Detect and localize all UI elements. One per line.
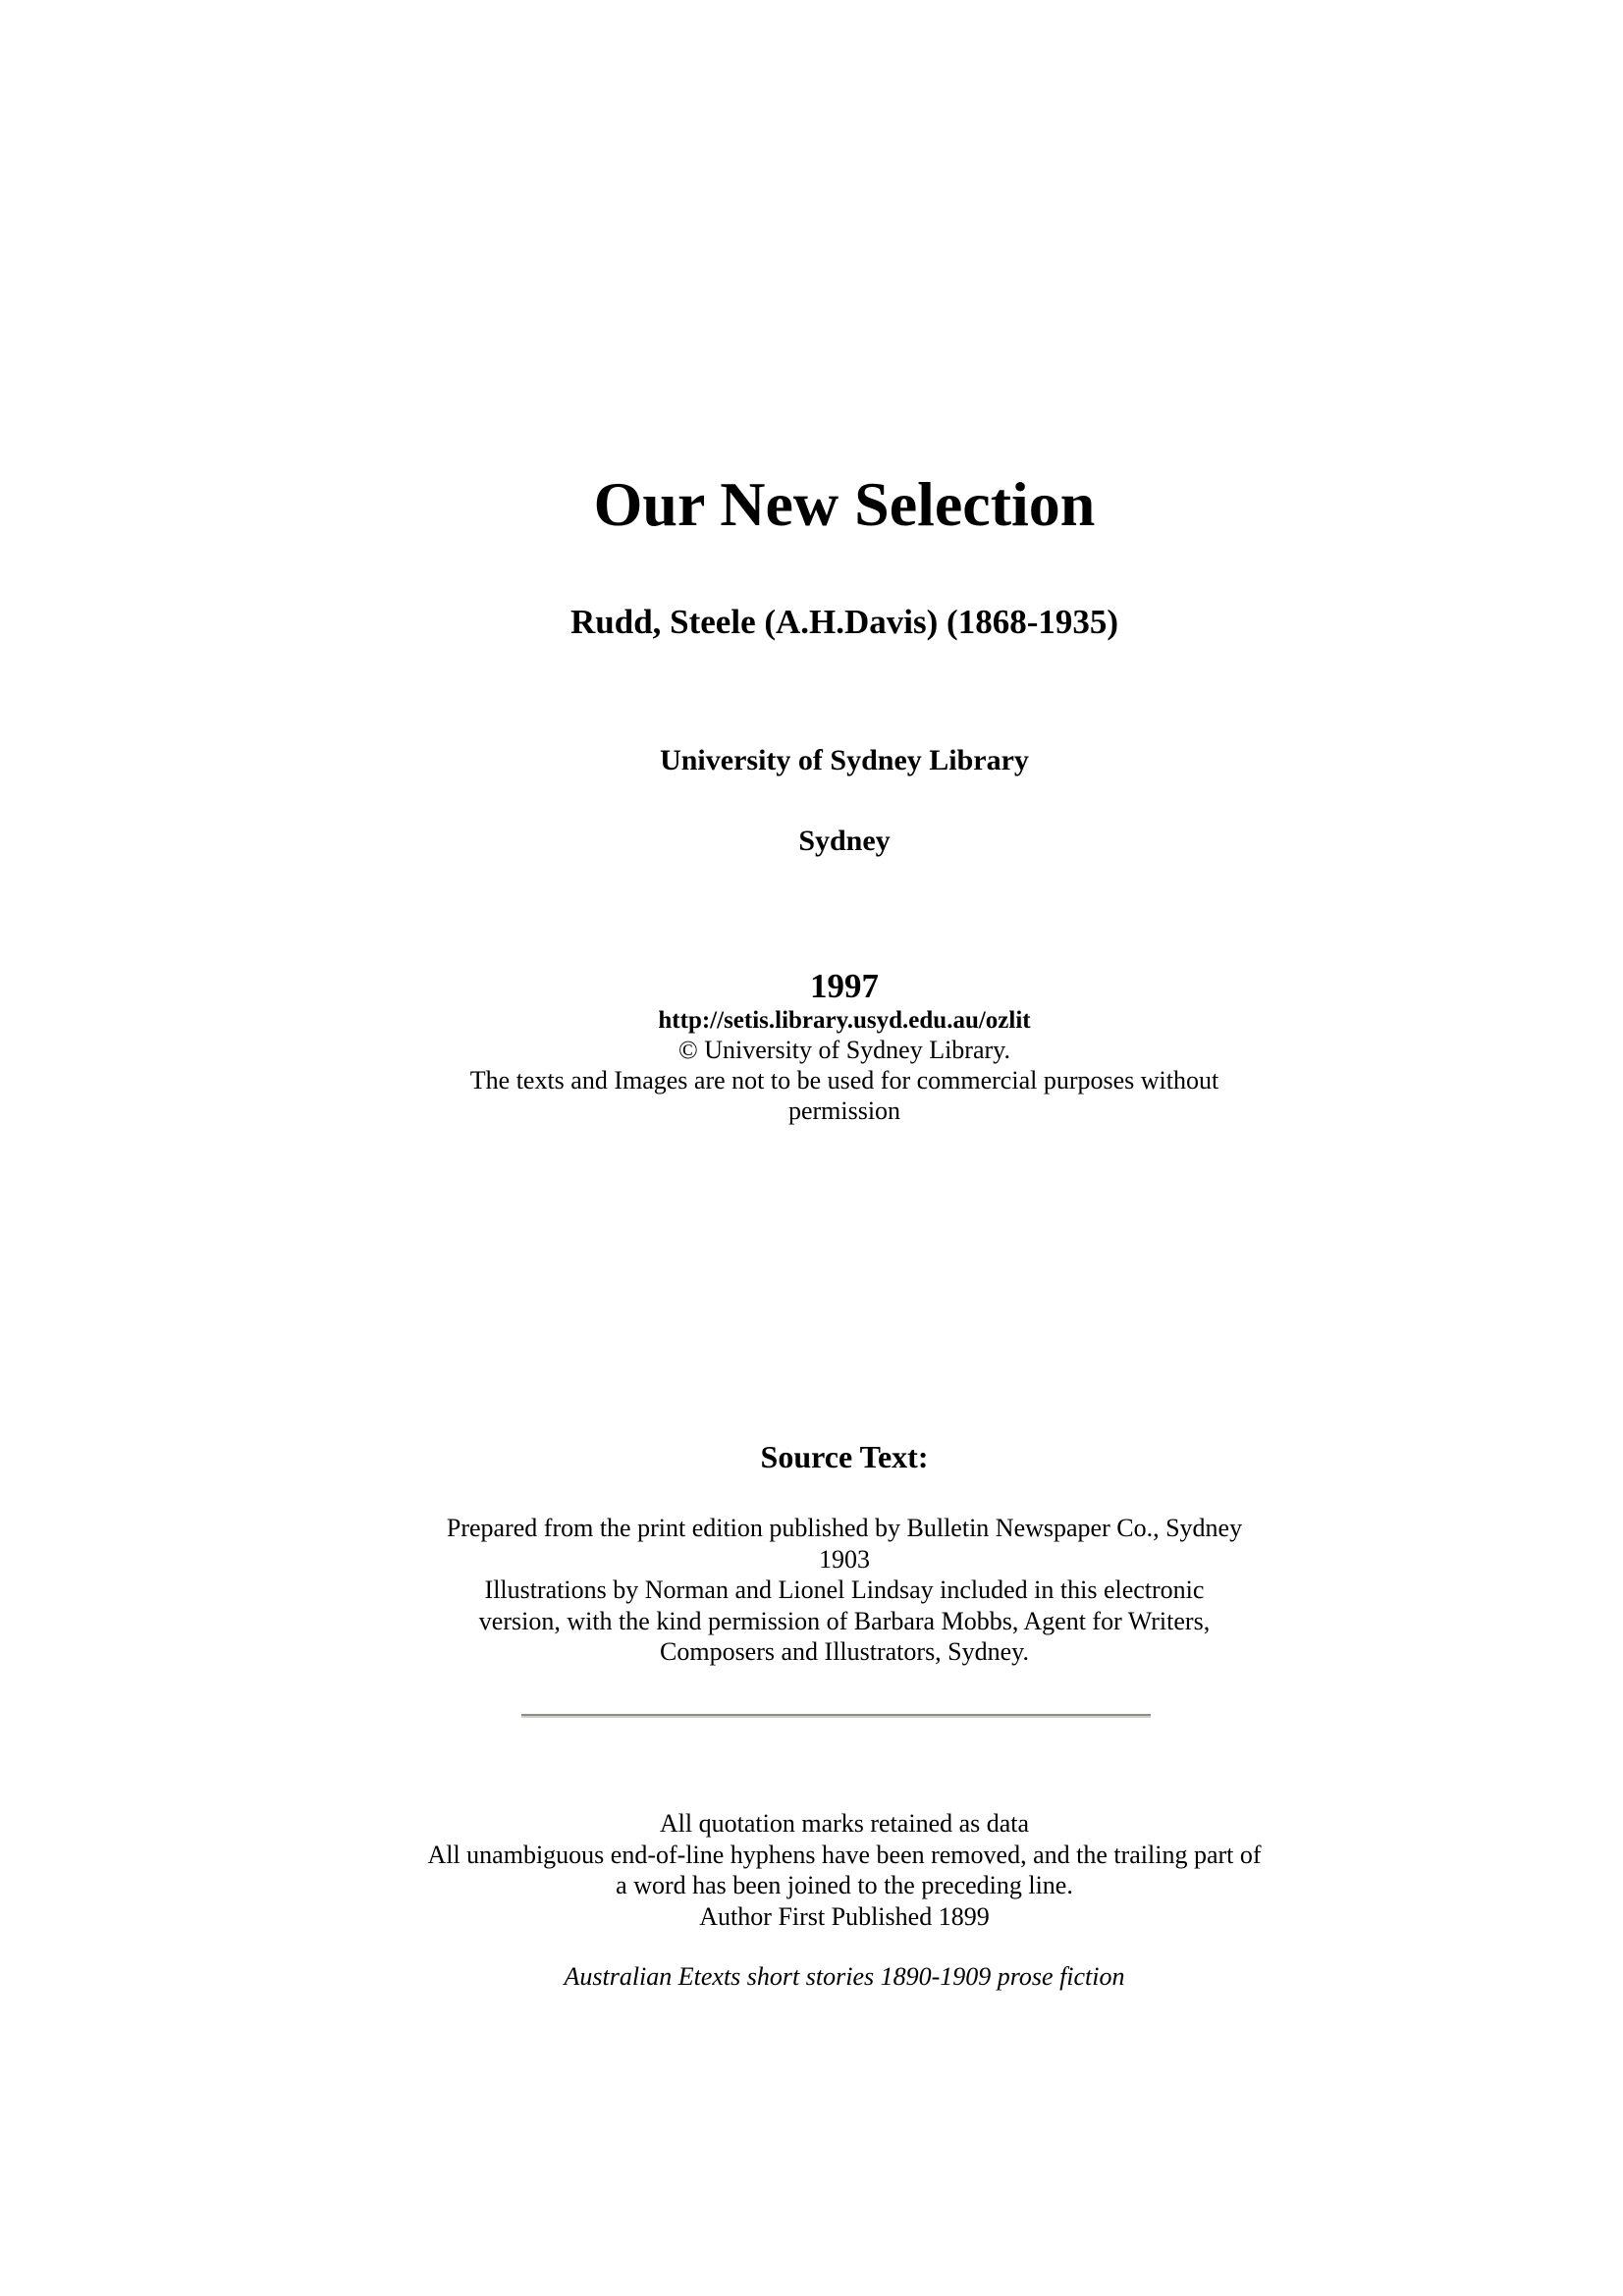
- editorial-notes: [422, 1808, 1267, 1932]
- note-first-published: Author First Published 1899: [699, 1901, 990, 1931]
- publication-year: 1997: [810, 967, 879, 1005]
- source-url: http://setis.library.usyd.edu.au/ozlit: [658, 1007, 1031, 1034]
- author-line: Rudd, Steele (A.H.Davis) (1868-1935): [569, 603, 1119, 641]
- publisher: University of Sydney Library: [660, 744, 1029, 776]
- copyright-notice: © University of Sydney Library.: [678, 1036, 1010, 1064]
- horizontal-rule: [521, 1714, 1151, 1718]
- document-title: Our New Selection: [593, 469, 1096, 539]
- subject-keywords: Australian Etexts short stories 1890-1909 prose fiction: [564, 1962, 1125, 1991]
- note-quotation-marks: All quotation marks retained as data: [659, 1809, 1030, 1838]
- source-text-heading: Source Text:: [760, 1439, 929, 1474]
- source-text-body: [442, 1513, 1247, 1668]
- usage-rights: The texts and Images are not to be used for commercial purposes without permission: [469, 1066, 1219, 1125]
- source-illustrations: Illustrations by Norman and Lionel Lindsay included in this electronic version, with the kind permission of Barbara Mobbs, Agent for Writers, Composers and Illustrators, Sydney.: [478, 1575, 1211, 1666]
- note-hyphens: All unambiguous end-of-line hyphens have been removed, and the trailing part of a word has been joined to the preceding line.: [427, 1840, 1262, 1899]
- source-print-edition: Prepared from the print edition published by Bulletin Newspaper Co., Sydney 1903: [446, 1514, 1243, 1574]
- publication-place: Sydney: [798, 825, 891, 857]
